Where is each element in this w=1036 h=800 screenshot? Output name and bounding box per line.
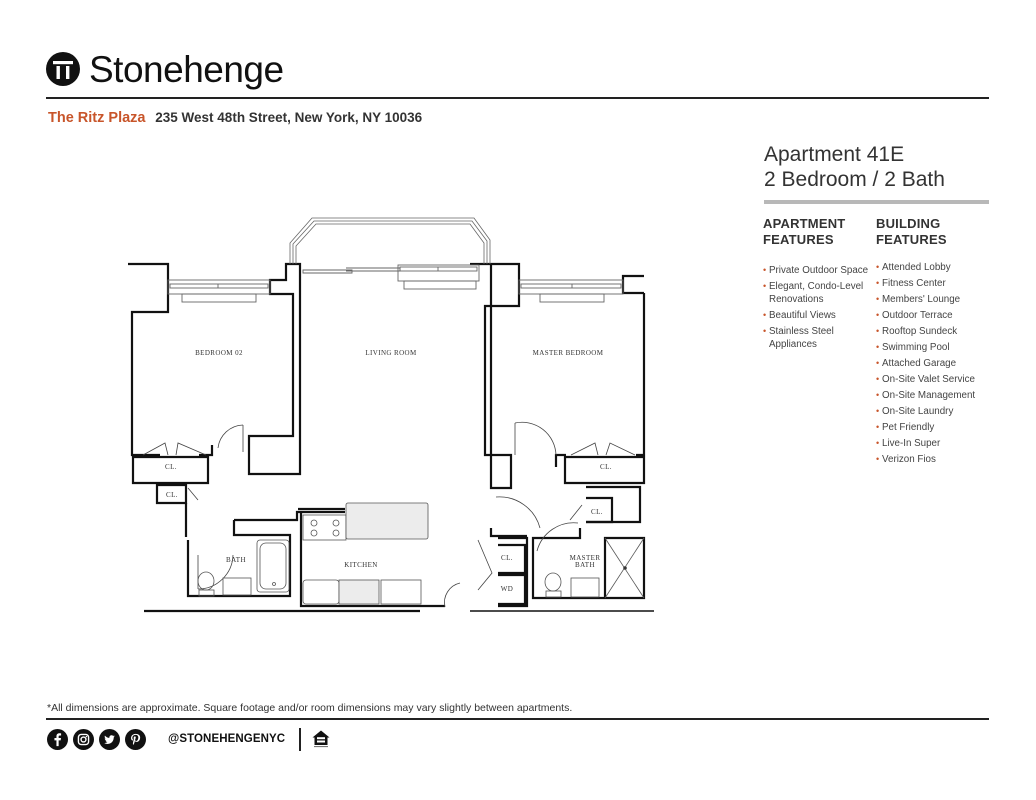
brand-name: Stonehenge xyxy=(89,48,284,90)
building-features-list xyxy=(876,261,996,466)
heading-line: FEATURES xyxy=(763,232,834,247)
label-living-room: LIVING ROOM xyxy=(365,349,417,357)
list-item: • Elegant, Condo-Level Renovations xyxy=(763,280,875,306)
label-closet-wd: CL. xyxy=(501,554,513,562)
list-item: • Swimming Pool xyxy=(876,341,996,354)
list-item: • Pet Friendly xyxy=(876,421,996,434)
heading-line: FEATURES xyxy=(876,232,947,247)
footer-bar xyxy=(47,727,331,751)
apartment-features xyxy=(763,216,875,354)
equal-housing-opportunity-icon xyxy=(311,729,331,749)
street-address: 235 West 48th Street, New York, NY 10036 xyxy=(155,110,423,125)
twitter-icon[interactable] xyxy=(99,729,120,750)
label-closet-bedroom2: CL. xyxy=(165,463,177,471)
apartment-features-list xyxy=(763,264,875,351)
list-item: • Beautiful Views xyxy=(763,309,875,322)
brand-logo xyxy=(46,49,284,89)
apartment-features-heading xyxy=(763,216,875,248)
property-address-line xyxy=(48,110,422,126)
footer-separator xyxy=(299,728,301,751)
summary-divider xyxy=(764,200,989,204)
list-item: • On-Site Valet Service xyxy=(876,373,996,386)
heading-line: APARTMENT xyxy=(763,216,846,231)
label-closet-master: CL. xyxy=(600,463,612,471)
list-item: • Members' Lounge xyxy=(876,293,996,306)
building-features xyxy=(876,216,996,469)
label-closet-master-bath: CL. xyxy=(591,508,603,516)
unit-summary xyxy=(764,142,990,204)
apartment-layout: 2 Bedroom / 2 Bath xyxy=(764,168,945,191)
list-item: • On-Site Laundry xyxy=(876,405,996,418)
apartment-title: Apartment 41E xyxy=(764,143,905,166)
label-master-bedroom: MASTER BEDROOM xyxy=(532,349,604,357)
disclaimer: *All dimensions are approximate. Square footage and/or room dimensions may vary slightly between apartments. xyxy=(47,702,573,714)
label-bedroom-02: BEDROOM 02 xyxy=(195,349,243,357)
label-master-bath-2: BATH xyxy=(575,561,595,569)
label-washer-dryer: WD xyxy=(500,585,514,593)
list-item: • Stainless Steel Appliances xyxy=(763,325,875,351)
footer-divider xyxy=(46,718,989,720)
list-item: • Outdoor Terrace xyxy=(876,309,996,322)
label-master-bath-1: MASTER xyxy=(569,554,601,562)
floor-plan xyxy=(120,210,665,620)
building-features-heading xyxy=(876,216,996,248)
list-item: • Private Outdoor Space xyxy=(763,264,875,277)
list-item: • Rooftop Sundeck xyxy=(876,325,996,338)
header-divider xyxy=(46,97,989,99)
heading-line: BUILDING xyxy=(876,216,941,231)
list-item: • Verizon Fios xyxy=(876,453,996,466)
pinterest-icon[interactable] xyxy=(125,729,146,750)
label-closet-hall: CL. xyxy=(166,491,178,499)
stonehenge-logo-icon xyxy=(46,52,80,86)
label-bath: BATH xyxy=(226,556,246,564)
social-handle[interactable]: @STONEHENGENYC xyxy=(168,733,286,745)
list-item: • Attached Garage xyxy=(876,357,996,370)
list-item: • Fitness Center xyxy=(876,277,996,290)
list-item: • On-Site Management xyxy=(876,389,996,402)
label-kitchen: KITCHEN xyxy=(344,561,378,569)
instagram-icon[interactable] xyxy=(73,729,94,750)
list-item: • Live-In Super xyxy=(876,437,996,450)
building-name: The Ritz Plaza xyxy=(48,110,146,126)
list-item: • Attended Lobby xyxy=(876,261,996,274)
facebook-icon[interactable] xyxy=(47,729,68,750)
